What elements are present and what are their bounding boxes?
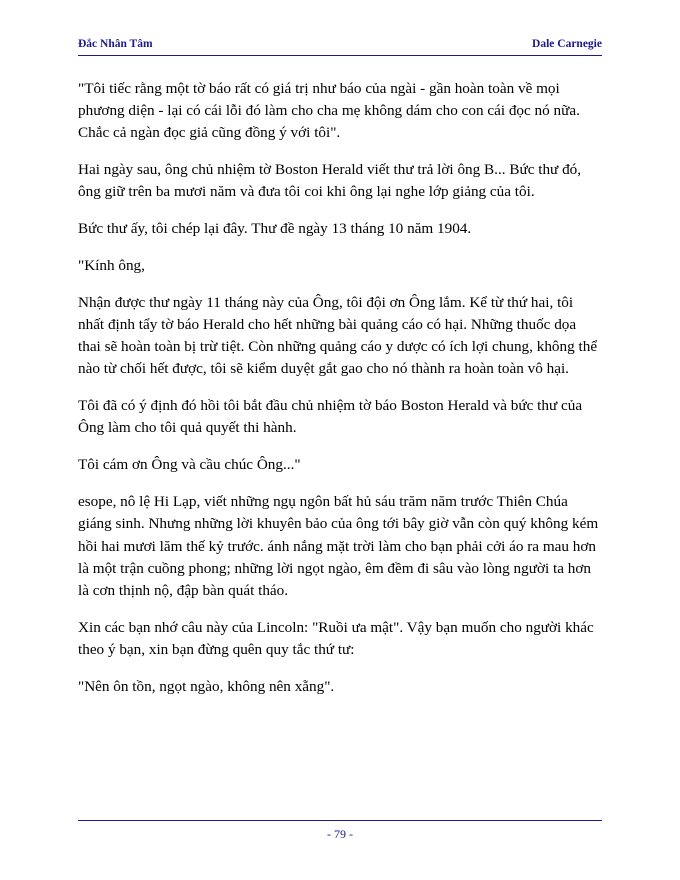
paragraph: esope, nô lệ Hi Lạp, viết những ngụ ngôn bất hủ sáu trăm năm trước Thiên Chúa giáng sinh. Nhưng những lời khuyên bảo của ông tới bây giờ vẫn còn quý không kém hồi hai mươi lăm thế kỷ trước. ánh nắng mặt trời làm cho bạn phải cởi áo ra mau hơn là một trận cuồng phong; những lời ngọt ngào, êm đềm đi sâu vào lòng người ta hơn là cơn thịnh nộ, đập bàn quát tháo. xyxy=(78,493,599,599)
paragraph: Xin các bạn nhớ câu này của Lincoln: "Ruồi ưa mật". Vậy bạn muốn cho người khác theo ý bạn, xin bạn đừng quên quy tắc thứ tư: xyxy=(78,618,594,658)
header-book-title: Đắc Nhân Tâm xyxy=(78,38,153,50)
body-text xyxy=(78,78,602,698)
footer-divider xyxy=(78,820,602,821)
page-footer xyxy=(78,820,602,842)
paragraph: "Nên ôn tồn, ngọt ngào, không nên xẵng". xyxy=(78,677,335,695)
page-number: - 79 - xyxy=(327,827,353,841)
page-header xyxy=(78,38,602,55)
paragraph: Tôi cám ơn Ông và cầu chúc Ông..." xyxy=(78,456,301,474)
paragraph: Nhận được thư ngày 11 tháng này của Ông, tôi đội ơn Ông lắm. Kể từ thứ hai, tôi nhất định tẩy tờ báo Herald cho hết những bài quảng cáo có hại. Những thuốc dọa thai sẽ hoàn toàn bị trừ tiệt. Còn những quảng cáo y dược có ích lợi chung, không thể nào từ chối hết được, tôi sẽ kiểm duyệt gắt gao cho nó thành ra hoàn toàn vô hại. xyxy=(78,294,598,378)
paragraph: "Tôi tiếc rằng một tờ báo rất có giá trị như báo của ngài - gần hoàn toàn về mọi phương diện - lại có cái lỗi đó làm cho cha mẹ không dám cho con cái đọc nó nữa. Chắc cả ngàn đọc giả cũng đồng ý với tôi". xyxy=(78,80,580,142)
paragraph: Hai ngày sau, ông chủ nhiệm tờ Boston Herald viết thư trả lời ông B... Bức thư đó, ông giữ trên ba mươi năm và đưa tôi coi khi ông lại nghe lớp giảng của tôi. xyxy=(78,161,582,201)
paragraph: Tôi đã có ý định đó hồi tôi bắt đầu chủ nhiệm tờ báo Boston Herald và bức thư của Ông làm cho tôi quả quyết thi hành. xyxy=(78,397,583,437)
header-divider xyxy=(78,55,602,56)
header-author-name: Dale Carnegie xyxy=(532,38,602,50)
paragraph: Bức thư ấy, tôi chép lại đây. Thư đề ngày 13 tháng 10 năm 1904. xyxy=(78,220,472,238)
paragraph: "Kính ông, xyxy=(78,257,145,275)
